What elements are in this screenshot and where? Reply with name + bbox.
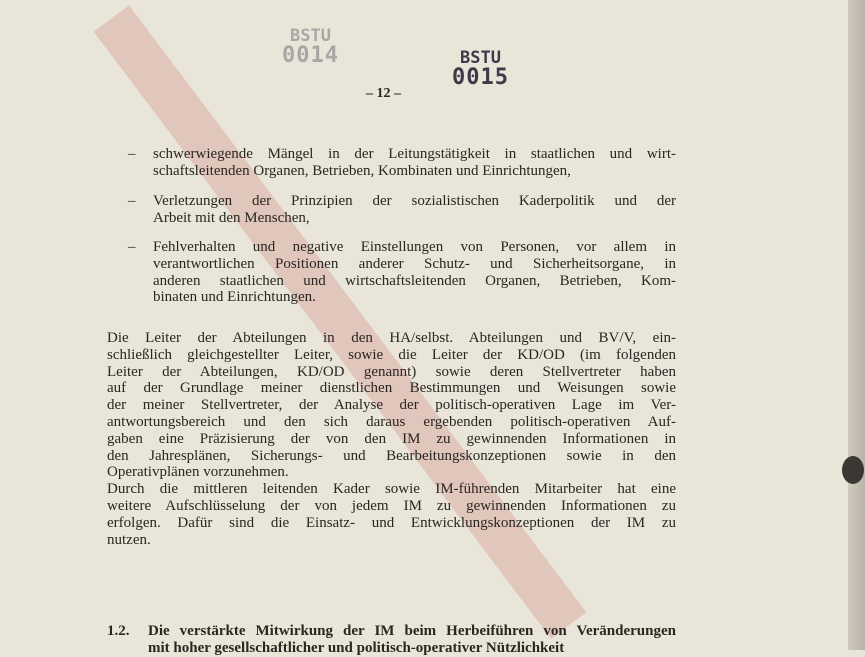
paragraph-line: gaben eine Präzisierung der von den IM zu gewinnenden Informationen in xyxy=(107,430,676,447)
stamp-bstu-0014 xyxy=(282,28,339,67)
page-edge xyxy=(848,0,865,650)
bullet-line: schwerwiegende Mängel in der Leitungstätigkeit in staatlichen und wirt- xyxy=(153,146,676,162)
section-heading-line: mit hoher gesellschaftlicher und politisch-operativer Nützlichkeit xyxy=(148,639,565,656)
paragraph-line: weitere Aufschlüsselung der von jedem IM zu gewinnenden Informationen zu xyxy=(107,498,676,514)
paragraph-line: auf der Grundlage meiner dienstlichen Bestimmungen und Weisungen sowie xyxy=(107,380,676,397)
paragraph-line: Durch die mittleren leitenden Kader sowie IM-führenden Mitarbeiter hat eine xyxy=(107,481,676,498)
paragraph-line: der meiner Stellvertreter, der Analyse der politisch-operativen Lage im Ver- xyxy=(107,397,676,414)
bullet-line: anderen staatlichen und wirtschaftsleitenden Organen, Betrieben, Kom- xyxy=(153,272,676,289)
section-number: 1.2. xyxy=(107,623,130,639)
section-heading-line: Die verstärkte Mitwirkung der IM beim Herbeiführen von Veränderungen xyxy=(148,623,676,639)
stamp-number: 0014 xyxy=(282,43,339,68)
page-number: – 12 – xyxy=(366,86,401,101)
paragraph-line: nutzen. xyxy=(107,531,151,548)
paragraph-line: Die Leiter der Abteilungen in den HA/selbst. Abteilungen und BV/V, ein- xyxy=(107,330,676,346)
stamp-label: BSTU xyxy=(460,48,501,68)
bullet-line: binaten und Einrichtungen. xyxy=(153,289,316,306)
bullet-line: Fehlverhalten und negative Einstellungen von Personen, vor allem in xyxy=(153,239,676,255)
bullet-dash: – xyxy=(128,146,136,162)
bullet-dash: – xyxy=(128,239,136,255)
paragraph-line: Leiter der Abteilungen, KD/OD genannt) sowie deren Stellvertreter haben xyxy=(107,363,676,380)
paragraph-line: antwortungsbereich und den sich daraus ergebenden politisch-operativen Auf- xyxy=(107,414,676,430)
punch-hole xyxy=(842,456,864,484)
bullet-line: schaftsleitenden Organen, Betrieben, Kombinaten und Einrichtungen, xyxy=(153,162,571,179)
paragraph-line: erfolgen. Dafür sind die Einsatz- und Entwicklungskonzeptionen der IM zu xyxy=(107,514,676,531)
bullet-line: verantwortlichen Positionen anderer Schutz- und Sicherheitsorgane, in xyxy=(153,255,676,272)
bullet-line: Arbeit mit den Menschen, xyxy=(153,209,310,226)
bullet-dash: – xyxy=(128,193,136,209)
paragraph-line: Operativplänen vorzunehmen. xyxy=(107,464,289,481)
stamp-number: 0015 xyxy=(452,65,509,90)
stamp-bstu-0015 xyxy=(452,50,509,89)
stamp-label: BSTU xyxy=(290,26,331,46)
bullet-line: Verletzungen der Prinzipien der sozialistischen Kaderpolitik und der xyxy=(153,193,676,209)
paragraph-line: den Jahresplänen, Sicherungs- und Bearbeitungskonzeptionen sowie in den xyxy=(107,447,676,464)
paragraph-line: schließlich gleichgestellter Leiter, sowie die Leiter der KD/OD (im folgenden xyxy=(107,346,676,363)
